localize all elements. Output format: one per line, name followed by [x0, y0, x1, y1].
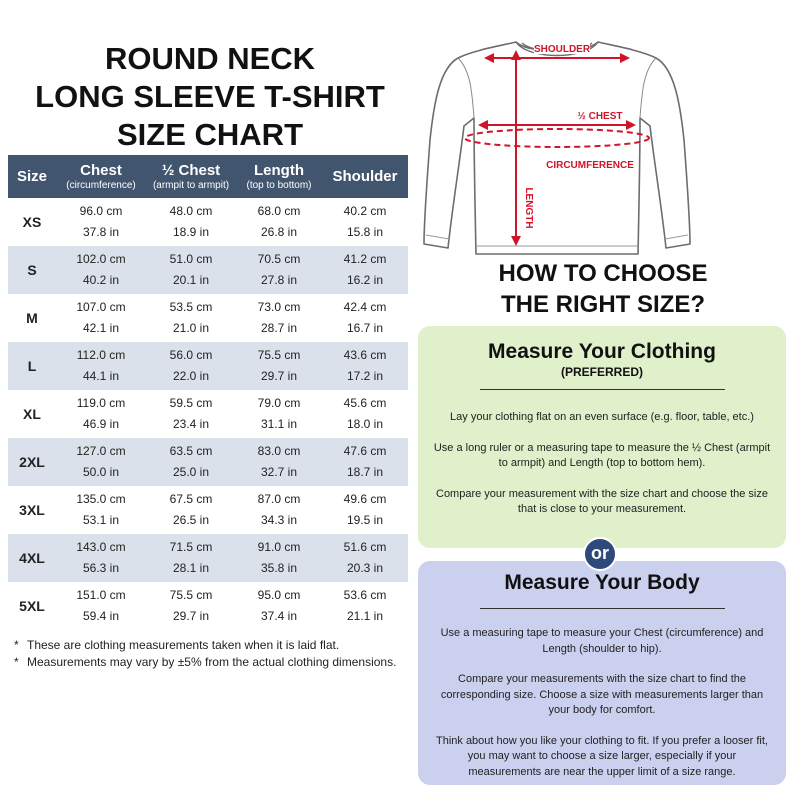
length-cell: 75.5 cm 29.7 in [236, 342, 322, 390]
tshirt-diagram [412, 30, 702, 266]
tshirt-outline-icon [424, 42, 690, 254]
divider [480, 608, 725, 609]
length-label: LENGTH [523, 187, 534, 229]
measure-clothing-panel [418, 326, 786, 548]
length-cell: 68.0 cm 26.8 in [257, 204, 301, 239]
chest-cell: 112.0 cm 44.1 in [56, 342, 146, 390]
half-chest-cell: 63.5 cm 25.0 in [146, 438, 236, 486]
chest-cell: 107.0 cm 42.1 in [76, 300, 126, 335]
header-shoulder: Shoulder [322, 155, 408, 198]
length-cell: 73.0 cm 28.7 in [257, 300, 301, 335]
size-label: 3XL [19, 501, 45, 518]
shoulder-cell: 42.4 cm 16.7 in [343, 300, 387, 335]
table-row [8, 342, 408, 390]
body-step-1: Use a measuring tape to measure your Chest (circumference) and Length (shoulder to hip). [440, 627, 764, 655]
header-length: Length (top to bottom) [236, 155, 322, 198]
chest-cell: 135.0 cm 53.1 in [76, 492, 126, 527]
body-step-2: Compare your measurements with the size chart to find the corresponding size. Choose a size with measurements larger than your body for comfort. [440, 673, 764, 716]
title-line-3: SIZE CHART [117, 117, 303, 152]
table-row [8, 246, 408, 294]
size-label: XS [22, 213, 42, 230]
page-title [10, 40, 410, 154]
size-chart-table [8, 155, 408, 630]
body-panel-title: Measure Your Body [504, 571, 700, 594]
chest-cell: 119.0 cm 46.9 in [76, 396, 126, 431]
header-half-chest: ½ Chest (armpit to armpit) [146, 155, 236, 198]
table-row [8, 486, 408, 534]
half-chest-label: ½ CHEST [577, 111, 623, 122]
footnote-text: Measurements may vary by ±5% from the actual clothing dimensions. [27, 655, 397, 669]
footnote-item [14, 638, 404, 653]
title-line-1: ROUND NECK [104, 41, 316, 76]
clothing-step-3: Compare your measurement with the size chart and choose the size that is close to your measurement. [436, 487, 768, 515]
or-badge: or [583, 537, 617, 571]
shoulder-cell: 47.6 cm 18.7 in [322, 438, 408, 486]
shoulder-cell: 51.6 cm 20.3 in [322, 534, 408, 582]
footnotes [14, 638, 404, 672]
length-cell: 95.0 cm 37.4 in [257, 588, 301, 623]
length-cell: 70.5 cm 27.8 in [236, 246, 322, 294]
how-to-line-2: THE RIGHT SIZE? [501, 291, 705, 318]
table-header-row [8, 155, 408, 198]
chest-cell: 96.0 cm 37.8 in [79, 204, 123, 239]
size-label: XL [23, 405, 41, 422]
footnote-text: These are clothing measurements taken when it is laid flat. [27, 638, 340, 652]
length-cell: 79.0 cm 31.1 in [257, 396, 301, 431]
size-label: 5XL [19, 597, 45, 614]
how-to-line-1: HOW TO CHOOSE [498, 260, 708, 287]
table-row [8, 438, 408, 486]
size-label: 4XL [8, 534, 56, 582]
header-chest: Chest (circumference) [56, 155, 146, 198]
half-chest-cell: 53.5 cm 21.0 in [169, 300, 213, 335]
shoulder-cell: 53.6 cm 21.1 in [343, 588, 387, 623]
length-cell: 87.0 cm 34.3 in [257, 492, 301, 527]
shoulder-label: SHOULDER [533, 44, 591, 55]
chest-cell: 127.0 cm 50.0 in [56, 438, 146, 486]
how-to-heading [418, 258, 788, 320]
length-cell: 91.0 cm 35.8 in [236, 534, 322, 582]
shoulder-cell: 49.6 cm 19.5 in [343, 492, 387, 527]
half-chest-cell: 75.5 cm 29.7 in [169, 588, 213, 623]
table-row [8, 294, 408, 342]
shoulder-cell: 40.2 cm 15.8 in [343, 204, 387, 239]
half-chest-cell: 56.0 cm 22.0 in [146, 342, 236, 390]
size-label: M [26, 309, 38, 326]
circumference-label: CIRCUMFERENCE [546, 160, 634, 171]
title-line-2: LONG SLEEVE T-SHIRT [35, 79, 385, 114]
chest-cell: 143.0 cm 56.3 in [56, 534, 146, 582]
size-label: L [8, 342, 56, 390]
shoulder-cell: 41.2 cm 16.2 in [322, 246, 408, 294]
clothing-panel-subtitle: (PREFERRED) [560, 365, 643, 379]
size-label: 2XL [8, 438, 56, 486]
divider [480, 389, 725, 390]
table-row [8, 534, 408, 582]
body-step-3: Think about how you like your clothing to fit. If you prefer a looser fit, you may want to choose a size larger, especially if your measurements are near the upper limit of a size range. [435, 734, 768, 778]
clothing-step-1: Lay your clothing flat on an even surface (e.g. floor, table, etc.) [450, 411, 754, 423]
measure-body-panel [418, 561, 786, 785]
clothing-panel-title: Measure Your Clothing [488, 340, 716, 363]
asterisk: * [14, 655, 19, 669]
half-chest-cell: 59.5 cm 23.4 in [169, 396, 213, 431]
size-label: S [8, 246, 56, 294]
half-chest-cell: 67.5 cm 26.5 in [169, 492, 213, 527]
shoulder-cell: 43.6 cm 17.2 in [322, 342, 408, 390]
half-chest-cell: 71.5 cm 28.1 in [146, 534, 236, 582]
half-chest-cell: 48.0 cm 18.9 in [169, 204, 213, 239]
table-row [8, 198, 408, 246]
table-row [8, 582, 408, 630]
table-row [8, 390, 408, 438]
header-size: Size [8, 155, 56, 198]
shoulder-cell: 45.6 cm 18.0 in [343, 396, 387, 431]
clothing-step-2: Use a long ruler or a measuring tape to measure the ½ Chest (armpit to armpit) and Length (top to bottom hem). [433, 441, 771, 469]
chest-cell: 151.0 cm 59.4 in [76, 588, 126, 623]
asterisk: * [14, 638, 19, 652]
footnote-item [14, 655, 404, 670]
half-chest-cell: 51.0 cm 20.1 in [146, 246, 236, 294]
length-cell: 83.0 cm 32.7 in [236, 438, 322, 486]
chest-cell: 102.0 cm 40.2 in [56, 246, 146, 294]
